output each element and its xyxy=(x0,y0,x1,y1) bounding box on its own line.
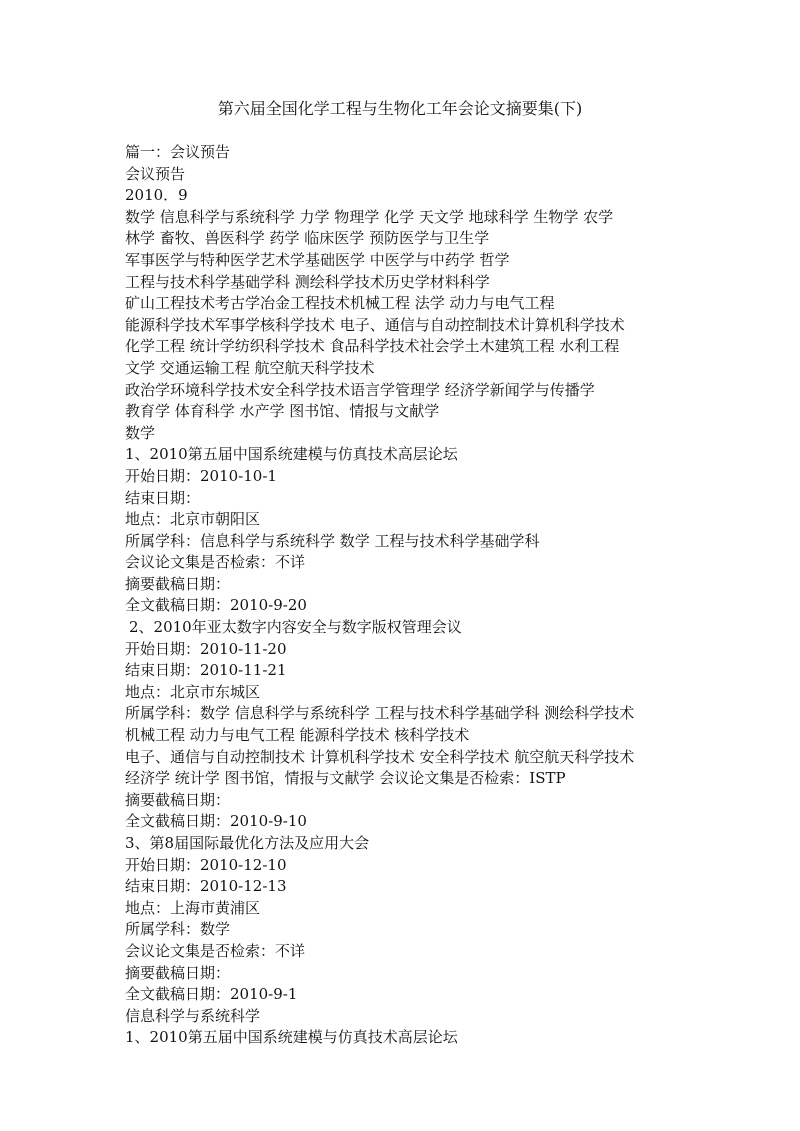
disciplines: 所属学科：数学 信息科学与系统科学 工程与技术科学基础学科 测绘科学技术 xyxy=(125,704,635,723)
text-line: 矿山工程技术考古学冶金工程技术机械工程 法学 动力与电气工程 xyxy=(125,294,555,313)
text-line: 军事医学与特种医学艺术学基础医学 中医学与中药学 哲学 xyxy=(125,250,510,269)
conference-title: 3、第8届国际最优化方法及应用大会 xyxy=(125,834,370,852)
disciplines: 所属学科：信息科学与系统科学 数学 工程与技术科学基础学科 xyxy=(125,531,540,550)
start-date: 开始日期：2010-11-20 xyxy=(125,639,287,658)
paper-deadline: 全文截稿日期：2010-9-20 xyxy=(125,596,307,615)
indexing-status: 会议论文集是否检索：不详 xyxy=(125,553,306,572)
section-heading: 信息科学与系统科学 xyxy=(125,1006,261,1025)
disciplines-continued: 机械工程 动力与电气工程 能源科学技术 核科学技术 xyxy=(125,726,470,745)
paper-deadline: 全文截稿日期：2010-9-1 xyxy=(125,985,298,1004)
paper-deadline: 全文截稿日期：2010-9-10 xyxy=(125,812,307,831)
disciplines-continued: 电子、通信与自动控制技术 计算机科学技术 安全科学技术 航空航天科学技术 xyxy=(125,747,635,766)
document-title: 第六届全国化学工程与生物化工年会论文摘要集(下) xyxy=(217,99,583,118)
text-line: 林学 畜牧、兽医科学 药学 临床医学 预防医学与卫生学 xyxy=(125,229,490,248)
end-date: 结束日期：2010-12-13 xyxy=(125,877,287,896)
document-body xyxy=(125,142,685,1049)
abstract-deadline: 摘要截稿日期： xyxy=(125,574,231,593)
end-date: 结束日期：2010-11-21 xyxy=(125,661,287,680)
text-line: 会议预告 xyxy=(125,164,186,183)
end-date: 结束日期： xyxy=(125,488,201,507)
text-line: 能源科学技术军事学核科学技术 电子、通信与自动控制技术计算机科学技术 xyxy=(125,315,625,334)
location: 地点：北京市朝阳区 xyxy=(125,510,261,529)
disciplines-continued: 经济学 统计学 图书馆，情报与文献学 会议论文集是否检索：ISTP xyxy=(125,769,566,788)
text-line: 政治学环境科学技术安全科学技术语言学管理学 经济学新闻学与传播学 xyxy=(125,380,595,399)
section-heading: 数学 xyxy=(125,423,156,442)
location: 地点：北京市东城区 xyxy=(125,682,261,701)
conference-title: 1、2010第五届中国系统建模与仿真技术高层论坛 xyxy=(125,445,458,464)
conference-title: 2、2010年亚太数字内容安全与数字版权管理会议 xyxy=(129,618,462,637)
text-line: 工程与技术科学基础学科 测绘科学技术历史学材料科学 xyxy=(125,272,490,291)
disciplines: 所属学科：数学 xyxy=(125,920,231,939)
start-date: 开始日期：2010-10-1 xyxy=(125,466,277,485)
text-line: 篇一：会议预告 xyxy=(125,143,231,161)
text-line: 教育学 体育科学 水产学 图书馆、情报与文献学 xyxy=(125,402,440,421)
indexing-status: 会议论文集是否检索：不详 xyxy=(125,941,306,960)
text-line: 2010．9 xyxy=(125,186,188,205)
conference-title: 1、2010第五届中国系统建模与仿真技术高层论坛 xyxy=(125,1028,458,1047)
start-date: 开始日期：2010-12-10 xyxy=(125,855,287,874)
abstract-deadline: 摘要截稿日期： xyxy=(125,963,231,982)
text-line: 化学工程 统计学纺织科学技术 食品科学技术社会学土木建筑工程 水利工程 xyxy=(125,337,620,356)
text-line: 文学 交通运输工程 航空航天科学技术 xyxy=(125,358,375,377)
location: 地点：上海市黄浦区 xyxy=(125,898,261,917)
text-line: 数学 信息科学与系统科学 力学 物理学 化学 天文学 地球科学 生物学 农学 xyxy=(125,207,614,226)
abstract-deadline: 摘要截稿日期： xyxy=(125,790,231,809)
